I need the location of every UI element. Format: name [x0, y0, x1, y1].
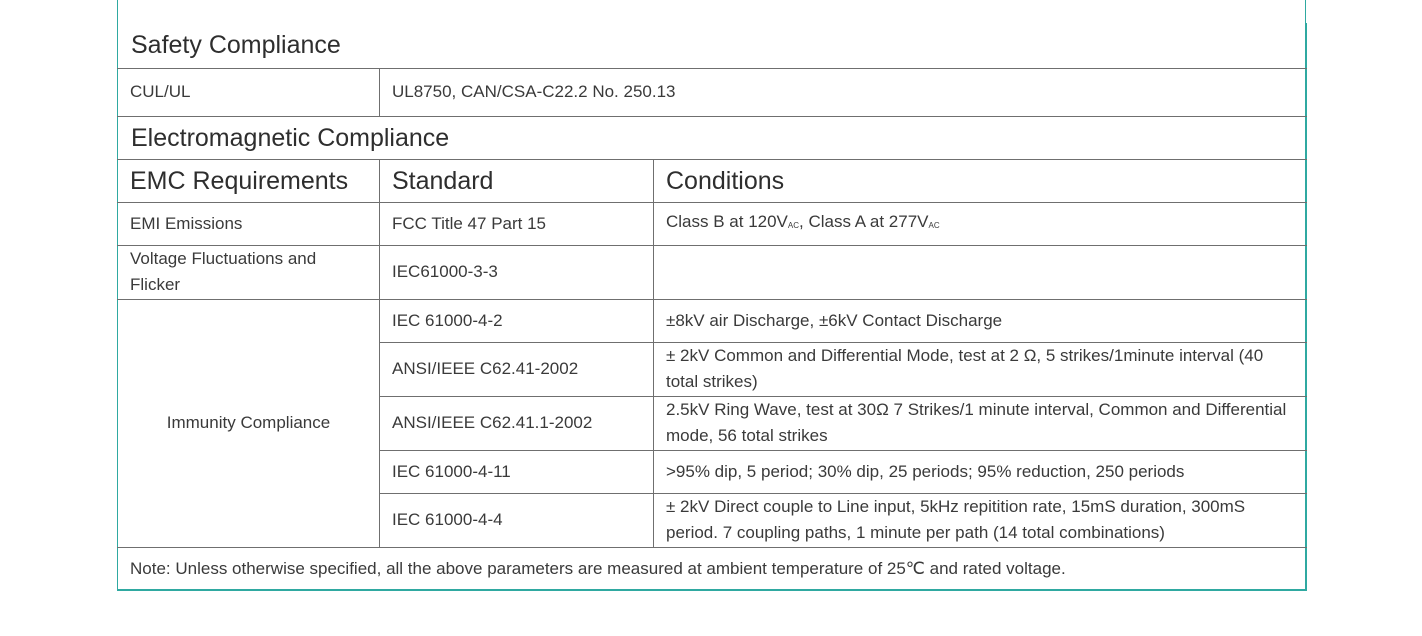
safety-value: UL8750, CAN/CSA-C22.2 No. 250.13	[380, 68, 1307, 116]
compliance-table	[117, 23, 1307, 591]
emi-requirement: EMI Emissions	[118, 202, 380, 245]
immunity-condition-2: ± 2kV Common and Differential Mode, test at 2 Ω, 5 strikes/1minute interval (40 total strikes)	[654, 342, 1307, 396]
immunity-condition-3: 2.5kV Ring Wave, test at 30Ω 7 Strikes/1 minute interval, Common and Differential mode, 56 total strikes	[654, 396, 1307, 450]
emi-condition	[654, 202, 1307, 245]
safety-label: CUL/UL	[118, 68, 380, 116]
header-requirements: EMC Requirements	[118, 159, 380, 202]
emi-condition-sub-a: AC	[787, 220, 800, 230]
immunity-standard-2: ANSI/IEEE C62.41-2002	[380, 342, 654, 396]
immunity-standard-5: IEC 61000-4-4	[380, 493, 654, 547]
emc-header-row	[118, 159, 1307, 202]
flicker-requirement: Voltage Fluctuations and Flicker	[118, 245, 380, 299]
immunity-condition-1: ±8kV air Discharge, ±6kV Contact Discharge	[654, 299, 1307, 342]
header-conditions: Conditions	[654, 159, 1307, 202]
emi-standard: FCC Title 47 Part 15	[380, 202, 654, 245]
emc-section-row	[118, 116, 1307, 159]
table-row	[118, 245, 1307, 299]
note-text: Note: Unless otherwise specified, all the above parameters are measured at ambient temperature of 25℃ and rated voltage.	[118, 547, 1307, 590]
safety-section-title: Safety Compliance	[118, 23, 1307, 68]
immunity-requirement: Immunity Compliance	[118, 299, 380, 547]
emi-condition-sub-b: AC	[928, 220, 940, 230]
immunity-standard-3: ANSI/IEEE C62.41.1-2002	[380, 396, 654, 450]
immunity-condition-5: ± 2kV Direct couple to Line input, 5kHz repitition rate, 15mS duration, 300mS period. 7 coupling paths, 1 minute per path (14 total combinations)	[654, 493, 1307, 547]
immunity-condition-4: >95% dip, 5 period; 30% dip, 25 periods; 95% reduction, 250 periods	[654, 450, 1307, 493]
table-row	[118, 299, 1307, 342]
immunity-standard-1: IEC 61000-4-2	[380, 299, 654, 342]
safety-section-row	[118, 23, 1307, 68]
header-standard: Standard	[380, 159, 654, 202]
note-row	[118, 547, 1307, 590]
table-row	[118, 68, 1307, 116]
immunity-standard-4: IEC 61000-4-11	[380, 450, 654, 493]
emi-condition-part-b: , Class A at 277V	[799, 211, 929, 231]
emc-section-title: Electromagnetic Compliance	[118, 116, 1307, 159]
emi-condition-part-a: Class B at 120V	[666, 211, 788, 231]
flicker-standard: IEC61000-3-3	[380, 245, 654, 299]
table-row	[118, 202, 1307, 245]
flicker-condition	[654, 245, 1307, 299]
